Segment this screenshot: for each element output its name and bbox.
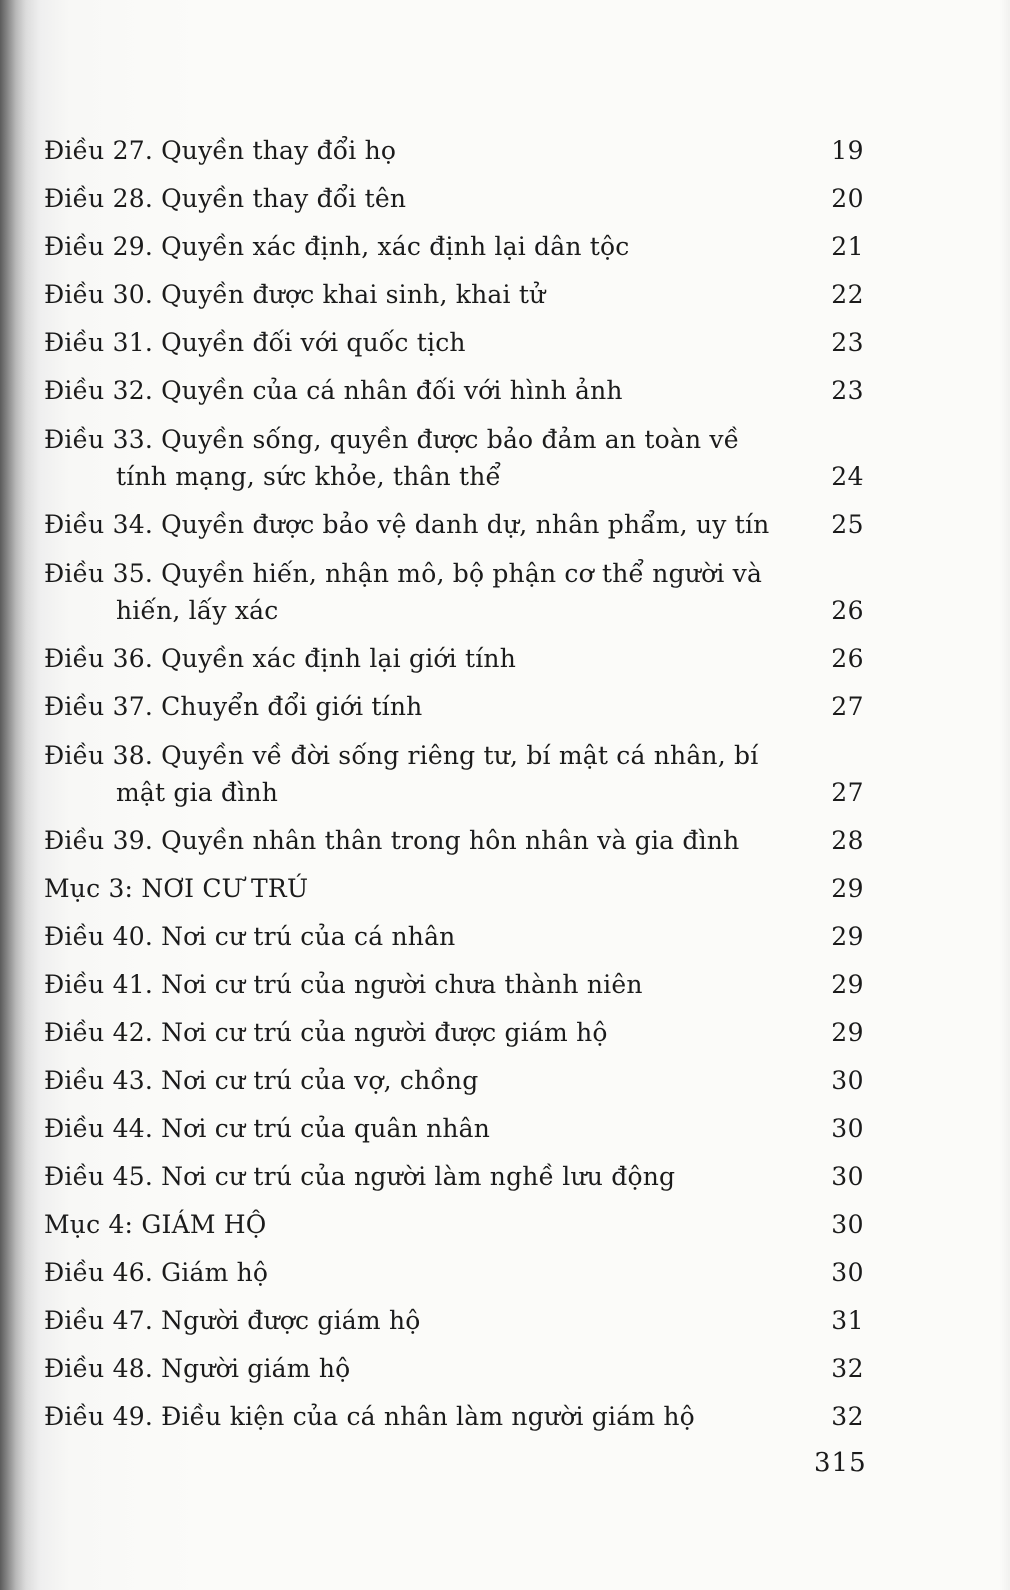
- toc-entry-title-line1: Điều 38. Quyền về đời sống riêng tư, bí mật cá nhân, bí: [44, 741, 759, 770]
- toc-entry: [44, 636, 864, 684]
- toc-entry-page: 22: [831, 280, 864, 309]
- toc-entry-page: 30: [831, 1210, 864, 1239]
- toc-entry-page: 32: [831, 1354, 864, 1383]
- toc-entry-title: Điều 44. Nơi cư trú của quân nhân: [44, 1114, 491, 1143]
- toc-entry-title: Điều 34. Quyền được bảo vệ danh dự, nhân phẩm, uy tín: [44, 510, 770, 539]
- toc-entry-title: Điều 28. Quyền thay đổi tên: [44, 184, 407, 213]
- toc-entry-title: Điều 32. Quyền của cá nhân đối với hình ảnh: [44, 376, 623, 405]
- toc-entry-title: [44, 555, 794, 629]
- toc-entry-title: Điều 42. Nơi cư trú của người được giám hộ: [44, 1018, 608, 1047]
- toc-entry: [44, 1010, 864, 1058]
- toc-entry: [44, 1346, 864, 1394]
- toc-entry-page: 29: [831, 970, 864, 999]
- toc-entry-page: 30: [831, 1258, 864, 1287]
- toc-entry-page: 28: [831, 826, 864, 855]
- toc-entry-page: 32: [831, 1402, 864, 1431]
- toc-entry: [44, 550, 864, 636]
- toc-entry-title: Điều 39. Quyền nhân thân trong hôn nhân và gia đình: [44, 826, 740, 855]
- toc-entry-title-line1: Điều 35. Quyền hiến, nhận mô, bộ phận cơ thể người và: [44, 559, 763, 588]
- toc-entry-page: 29: [831, 922, 864, 951]
- toc-entry-page: 24: [831, 462, 864, 491]
- toc-entry: [44, 416, 864, 502]
- toc-entry-title: Điều 48. Người giám hộ: [44, 1354, 351, 1383]
- toc-entry-title: Điều 49. Điều kiện của cá nhân làm người giám hộ: [44, 1402, 695, 1431]
- toc-entry: [44, 176, 864, 224]
- toc-entry-title-line1: Điều 33. Quyền sống, quyền được bảo đảm an toàn về: [44, 425, 740, 454]
- toc-entry: [44, 272, 864, 320]
- toc-entry-title: Mục 4: GIÁM HỘ: [44, 1210, 267, 1239]
- toc-entry-title: Điều 43. Nơi cư trú của vợ, chồng: [44, 1066, 479, 1095]
- toc-entry-page: 23: [831, 328, 864, 357]
- toc-entry: [44, 320, 864, 368]
- toc-entry-title: Điều 37. Chuyển đổi giới tính: [44, 692, 423, 721]
- table-of-contents: [44, 128, 864, 1442]
- toc-entry-page: 29: [831, 874, 864, 903]
- toc-entry-page: 27: [831, 778, 864, 807]
- toc-entry-title: Điều 27. Quyền thay đổi họ: [44, 136, 397, 165]
- toc-entry: [44, 818, 864, 866]
- toc-entry: [44, 1106, 864, 1154]
- toc-entry-title: [44, 737, 794, 811]
- toc-entry-page: 29: [831, 1018, 864, 1047]
- toc-entry-title: Điều 29. Quyền xác định, xác định lại dân tộc: [44, 232, 630, 261]
- toc-entry: [44, 732, 864, 818]
- toc-entry-title: Điều 46. Giám hộ: [44, 1258, 269, 1287]
- toc-entry: [44, 368, 864, 416]
- toc-entry: [44, 1058, 864, 1106]
- toc-entry-title: Điều 45. Nơi cư trú của người làm nghề lưu động: [44, 1162, 676, 1191]
- page-number: 315: [814, 1448, 867, 1478]
- toc-entry-page: 21: [831, 232, 864, 261]
- toc-entry-page: 26: [831, 596, 864, 625]
- toc-entry-title-line2: hiến, lấy xác: [116, 596, 279, 625]
- toc-entry-page: 25: [831, 510, 864, 539]
- toc-entry-title: Điều 41. Nơi cư trú của người chưa thành niên: [44, 970, 643, 999]
- toc-entry-title: Điều 36. Quyền xác định lại giới tính: [44, 644, 517, 673]
- toc-entry: [44, 502, 864, 550]
- toc-entry-title: Điều 47. Người được giám hộ: [44, 1306, 421, 1335]
- toc-entry-page: 31: [831, 1306, 864, 1335]
- toc-entry-page: 20: [831, 184, 864, 213]
- toc-entry: [44, 128, 864, 176]
- toc-entry-page: 23: [831, 376, 864, 405]
- toc-entry: [44, 1394, 864, 1442]
- toc-entry-title-line2: tính mạng, sức khỏe, thân thể: [116, 462, 502, 491]
- toc-entry-page: 30: [831, 1162, 864, 1191]
- toc-entry: [44, 1298, 864, 1346]
- toc-section-heading: [44, 866, 864, 914]
- toc-entry-title: Điều 31. Quyền đối với quốc tịch: [44, 328, 466, 357]
- toc-section-heading: [44, 1202, 864, 1250]
- toc-entry-page: 30: [831, 1066, 864, 1095]
- toc-entry-page: 26: [831, 644, 864, 673]
- toc-entry: [44, 1154, 864, 1202]
- toc-entry-title: Điều 30. Quyền được khai sinh, khai tử: [44, 280, 546, 309]
- toc-entry: [44, 224, 864, 272]
- toc-entry-page: 19: [831, 136, 864, 165]
- toc-entry-title-line2: mật gia đình: [116, 778, 279, 807]
- toc-entry-title: Điều 40. Nơi cư trú của cá nhân: [44, 922, 456, 951]
- toc-entry: [44, 914, 864, 962]
- toc-entry: [44, 684, 864, 732]
- toc-entry: [44, 1250, 864, 1298]
- toc-entry-title: [44, 421, 794, 495]
- toc-entry-page: 30: [831, 1114, 864, 1143]
- toc-entry: [44, 962, 864, 1010]
- toc-entry-page: 27: [831, 692, 864, 721]
- toc-entry-title: Mục 3: NƠI CƯ TRÚ: [44, 874, 309, 903]
